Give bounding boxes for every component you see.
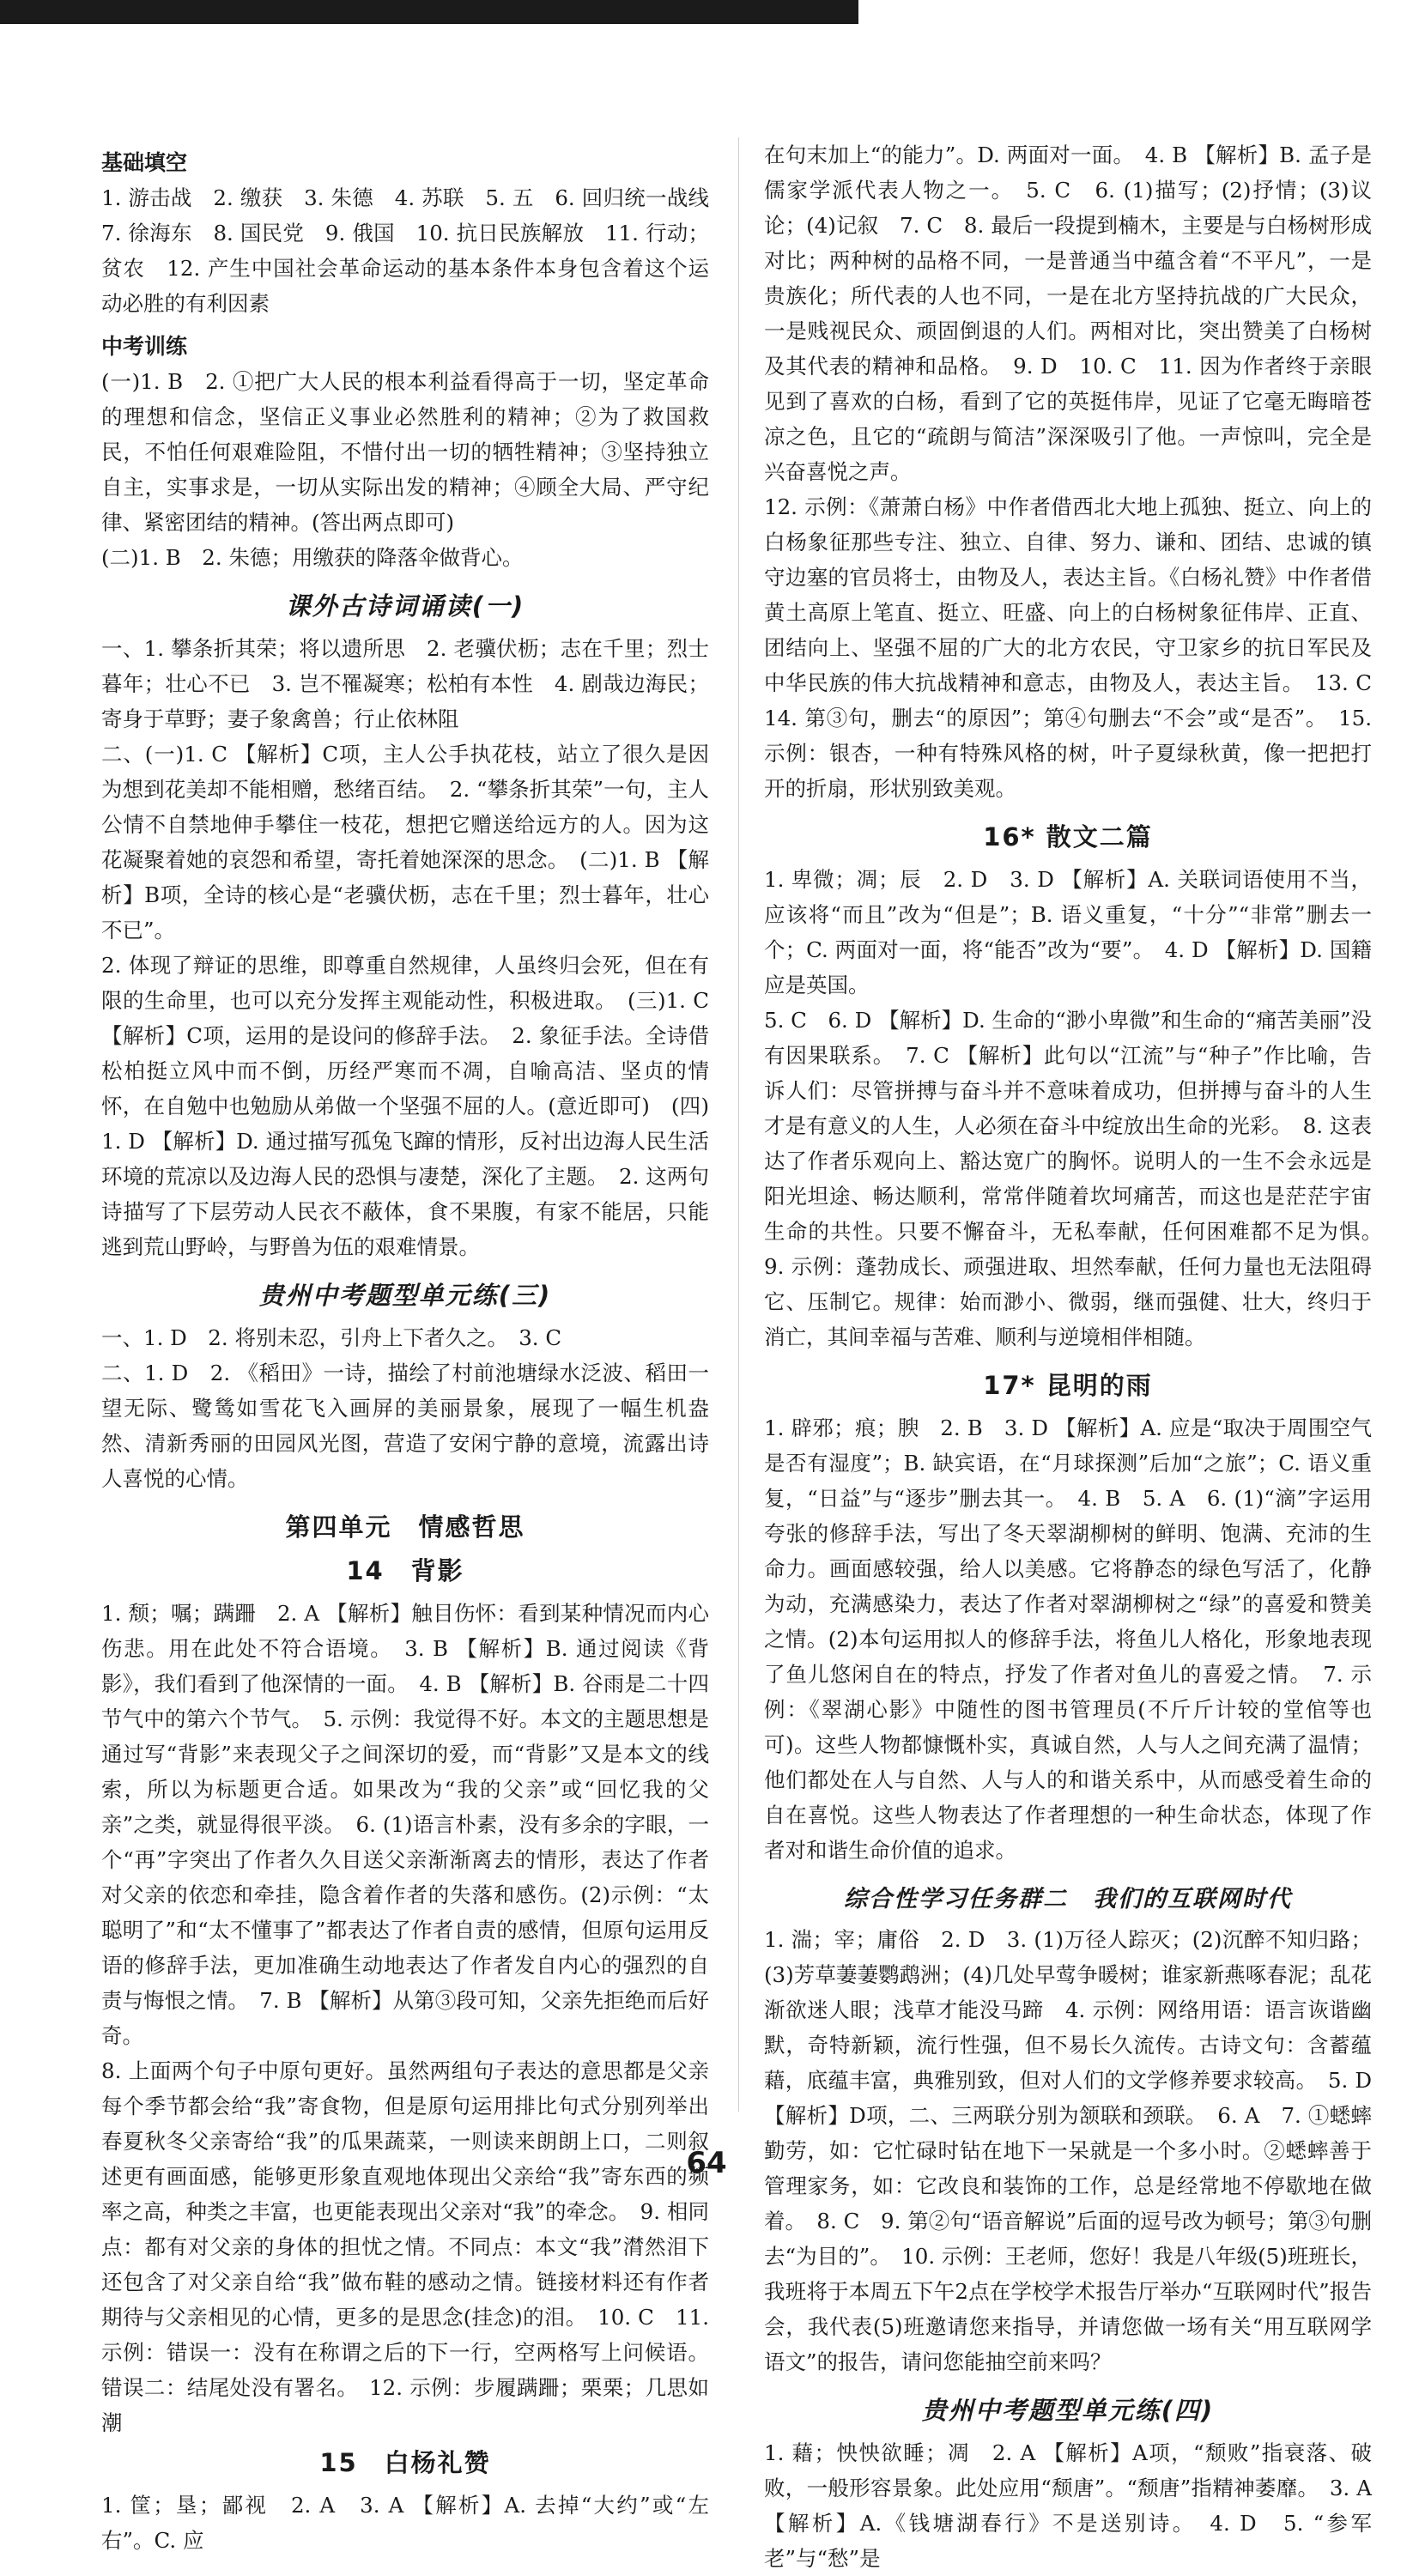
- right-column: [764, 137, 1372, 2576]
- heading-internet-era: 综合性学习任务群二 我们的互联网时代: [844, 1886, 1292, 1912]
- heading-beiying: 14 背影: [346, 1556, 464, 1585]
- top-decorative-bar: [0, 0, 858, 24]
- left-column: [101, 137, 731, 2558]
- guizhou-unit3-answers: 一、1. D 2. 将别未忍，引舟上下者久之。 3. C 二、1. D 2. 《稻田》一诗，描绘了村前池塘绿水泛波、稻田一望无际、鹭鸶如雪花飞入画屏的美丽景象，展现了一幅生机盎然、清新秀丽的田园风光图，营造了安闲宁静的意境，流露出诗人喜悦的心情。: [101, 1325, 709, 1491]
- exam-training-part1: (一)1. B 2. ①把广大人民的根本利益看得高于一切，坚定革命的理想和信念，坚信正义事业必然胜利的精神；②为了救国救民，不怕任何艰难险阻，不惜付出一切的牺牲精神；③坚持独立自主，实事求是，一切从实际出发的精神；④顾全大局、严守纪律、紧密团结的精神。(答出两点即可): [101, 369, 709, 535]
- page-number: 64: [686, 2146, 727, 2180]
- guizhou-unit4-answers: 1. 藉；怏怏欲睡；凋 2. A 【解析】A项，“颓败”指衰落、破败，一般形容景象。此处应用“颓唐”。“颓唐”指精神萎靡。 3. A 【解析】A.《钱塘湖春行》不是送别诗。 4. D 5. “参军老”与“愁”是: [764, 2440, 1372, 2571]
- heading-unit4: 第四单元 情感哲思: [285, 1512, 525, 1542]
- heading-guizhou-unit4: 贵州中考题型单元练(四): [921, 2396, 1215, 2425]
- sanwen-answers: 1. 卑微；凋；辰 2. D 3. D 【解析】A. 关联词语使用不当，应该将“而且”改为“但是”；B. 语义重复，“十分”“非常”删去一个；C. 两面对一面，将“能否”改为“要”。 4. D 【解析】D. 国籍应是英国。 5. C 6. D 【解析】D. 生命的“渺小卑微”和生命的“痛苦美丽”没有因果联系。 7. C 【解析】此句以“江流”与“种子”作比喻，告诉人们：尽管拼搏与奋斗并不意味着成功，但拼搏与奋斗的人生才是有意义的人生，人必须在奋斗中绽放出生命的光彩。 8. 这表达了作者乐观向上、豁达宽广的胸怀。说明人的一生不会永远是阳光坦途、畅达顺利，常常伴随着坎坷痛苦，而这也是茫茫宇宙生命的共性。只要不懈奋斗，无私奉献，任何困难都不足为惧。 9. 示例：蓬勃成长、顽强进取、坦然奉献，任何力量也无法阻碍它、压制它。规律：始而渺小、微弱，继而强健、壮大，终归于消亡，其间幸福与苦难、顺利与逆境相伴相随。: [764, 867, 1372, 1349]
- heading-guizhou-unit3: 贵州中考题型单元练(三): [258, 1281, 552, 1310]
- classical-poems-answers: 一、1. 攀条折其荣；将以遗所思 2. 老骥伏枥；志在千里；烈士暮年；壮心不已 3. 岂不罹凝寒；松柏有本性 4. 剧哉边海民；寄身于草野；妻子象禽兽；行止依林阻 二、(一)1. C 【解析】C项，主人公手执花枝，站立了很久是因为想到花美却不能相赠，愁绪百结。 2. “攀条折其荣”一句，主人公情不自禁地伸手攀住一枝花，想把它赠送给远方的人。因为这花凝聚着她的哀怨和希望，寄托着她深深的思念。 (二)1. B 【解析】B项，全诗的核心是“老骥伏枥，志在千里；烈士暮年，壮心不已”。 2. 体现了辩证的思维，即尊重自然规律，人虽终归会死，但在有限的生命里，也可以充分发挥主观能动性，积极进取。 (三)1. C 【解析】C项，运用的是设问的修辞手法。 2. 象征手法。全诗借松柏挺立风中而不倒，历经严寒而不凋，自喻高洁、坚贞的情怀，在自勉中也勉励从弟做一个坚强不屈的人。(意近即可) (四)1. D 【解析】D. 通过描写孤兔飞蹿的情形，反衬出边海人民生活环境的荒凉以及边海人民的恐惧与凄楚，深化了主题。 2. 这两句诗描写了下层劳动人民衣不蔽体，食不果腹，有家不能居，只能逃到荒山野岭，与野兽为伍的艰难情景。: [101, 636, 709, 1259]
- heading-sanwen: 16* 散文二篇: [983, 822, 1153, 852]
- exam-training-part2: (二)1. B 2. 朱德；用缴获的降落伞做背心。: [101, 545, 524, 570]
- kunming-rain-answers: 1. 辟邪；痕；腴 2. B 3. D 【解析】A. 应是“取决于周围空气是否有湿度”；B. 缺宾语，在“月球探测”后加“之旅”；C. 语义重复，“日益”与“逐步”删去其一。 4. B 5. A 6. (1)“滴”字运用夸张的修辞手法，写出了冬天翠湖柳树的鲜明、饱满、充沛的生命力。画面感较强，给人以美感。它将静态的绿色写活了，化静为动，充满感染力，表达了作者对翠湖柳树之“绿”的喜爱和赞美之情。(2)本句运用拟人的修辞手法，将鱼儿人格化，形象地表现了鱼儿悠闲自在的特点，抒发了作者对鱼儿的喜爱之情。 7. 示例：《翠湖心影》中随性的图书管理员(不斤斤计较的堂倌等也可)。这些人物都慷慨朴实，真诚自然，人与人之间充满了温情；他们都处在人与自然、人与人的和谐关系中，从而感受着生命的自在喜悦。这些人物表达了作者理想的一种生命状态，体现了作者对和谐生命价值的追求。: [764, 1415, 1372, 1863]
- heading-baiyang: 15 白杨礼赞: [319, 2448, 491, 2477]
- column-divider: [738, 137, 739, 2112]
- exam-training-label: 中考训练: [101, 334, 188, 359]
- baiyang-answers-start: 1. 筐；垦；鄙视 2. A 3. A 【解析】A. 去掉“大约”或“左右”。C. 应: [101, 2493, 709, 2553]
- heading-classical-poems: 课外古诗词诵读(一): [285, 591, 525, 621]
- baiyang-answers-continued: 在句末加上“的能力”。D. 两面对一面。 4. B 【解析】B. 孟子是儒家学派代表人物之一。 5. C 6. (1)描写；(2)抒情；(3)议论；(4)记叙 7. C 8. 最后一段提到楠木，主要是与白杨树形成对比；两种树的品格不同，一是普通当中蕴含着“不平凡”，一是贵族化；所代表的人也不同，一是在北方坚持抗战的广大民众，一是贱视民众、顽固倒退的人们。两相对比，突出赞美了白杨树及其代表的精神和品格。 9. D 10. C 11. 因为作者终于亲眼见到了喜欢的白杨，看到了它的英挺伟岸，见证了它毫无晦暗苍凉之色，且它的“疏朗与简洁”深深吸引了他。一声惊叫，完全是兴奋喜悦之声。 12. 示例：《萧萧白杨》中作者借西北大地上孤独、挺立、向上的白杨象征那些专注、独立、自律、努力、谦和、团结、忠诚的镇守边塞的官员将士，由物及人，表达主旨。《白杨礼赞》中作者借黄土高原上笔直、挺立、旺盛、向上的白杨树象征伟岸、正直、团结向上、坚强不屈的广大的北方农民，守卫家乡的抗日军民及中华民族的伟大抗战精神和意志，由物及人，表达主旨。 13. C 14. 第③句，删去“的原因”；第④句删去“不会”或“是否”。 15. 示例：银杏，一种有特殊风格的树，叶子夏绿秋黄，像一把把打开的折扇，形状别致美观。: [764, 142, 1372, 801]
- heading-kunming-rain: 17* 昆明的雨: [983, 1371, 1153, 1400]
- beiying-answers: 1. 颓；嘱；蹒跚 2. A 【解析】触目伤怀：看到某种情况而内心伤悲。用在此处不符合语境。 3. B 【解析】B. 通过阅读《背影》，我们看到了他深情的一面。 4. B 【解析】B. 谷雨是二十四节气中的第六个节气。 5. 示例：我觉得不好。本文的主题思想是通过写“背影”来表现父子之间深切的爱，而“背影”又是本文的线索，所以为标题更合适。如果改为“我的父亲”或“回忆我的父亲”之类，就显得很平淡。 6. (1)语言朴素，没有多余的字眼，一个“再”字突出了作者久久目送父亲渐渐离去的情形，表达了作者对父亲的依恋和牵挂，隐含着作者的失落和感伤。(2)示例：“太聪明了”和“太不懂事了”都表达了作者自责的感情，但原句运用反语的修辞手法，更加准确生动地表达了作者发自内心的强烈的自责与悔恨之情。 7. B 【解析】从第③段可知，父亲先拒绝而后好奇。 8. 上面两个句子中原句更好。虽然两组句子表达的意思都是父亲每个季节都会给“我”寄食物，但是原句运用排比句式分别列举出春夏秋冬父亲寄给“我”的瓜果蔬菜，一则读来朗朗上口，二则叙述更有画面感，能够更形象直观地体现出父亲给“我”寄东西的频率之高，种类之丰富，也更能表现出父亲对“我”的牵念。 9. 相同点：都有对父亲的身体的担忧之情。不同点：本文“我”潸然泪下还包含了对父亲自给“我”做布鞋的感动之情。链接材料还有作者期待与父亲相见的心情，更多的是思念(挂念)的泪。 10. C 11. 示例：错误一：没有在称谓之后的下一行，空两格写上问候语。错误二：结尾处没有署名。 12. 示例：步履蹒跚；栗栗；几思如潮: [101, 1601, 709, 2435]
- basic-fill-label: 基础填空: [101, 150, 188, 175]
- internet-era-answers: 1. 湍；宰；庸俗 2. D 3. (1)万径人踪灭；(2)沉醉不知归路；(3)芳草萋萋鹦鹉洲；(4)几处早莺争暖树；谁家新燕啄春泥；乱花渐欲迷人眼；浅草才能没马蹄 4. 示例：网络用语：语言诙谐幽默，奇特新颖，流行性强，但不易长久流传。古诗文句：含蓄蕴藉，底蕴丰富，典雅别致，但对人们的文学修养要求较高。 5. D 【解析】D项，二、三两联分别为颔联和颈联。 6. A 7. ①蟋蟀勤劳，如：它忙碌时钻在地下一呆就是一个多小时。②蟋蟀善于管理家务，如：它改良和装饰的工作，总是经常地不停歇地在做着。 8. C 9. 第②句“语音解说”后面的逗号改为顿号；第③句删去“为目的”。 10. 示例：王老师，您好！我是八年级(5)班班长，我班将于本周五下午2点在学校学术报告厅举办“互联网时代”报告会，我代表(5)班邀请您来指导，并请您做一场有关“用互联网学语文”的报告，请问您能抽空前来吗？: [764, 1927, 1372, 2374]
- basic-fill-answers: 1. 游击战 2. 缴获 3. 朱德 4. 苏联 5. 五 6. 回归统一战线 7. 徐海东 8. 国民党 9. 俄国 10. 抗日民族解放 11. 行动；贫农 12. 产生中国社会革命运动的基本条件本身包含着这个运动必胜的有利因素: [101, 185, 731, 316]
